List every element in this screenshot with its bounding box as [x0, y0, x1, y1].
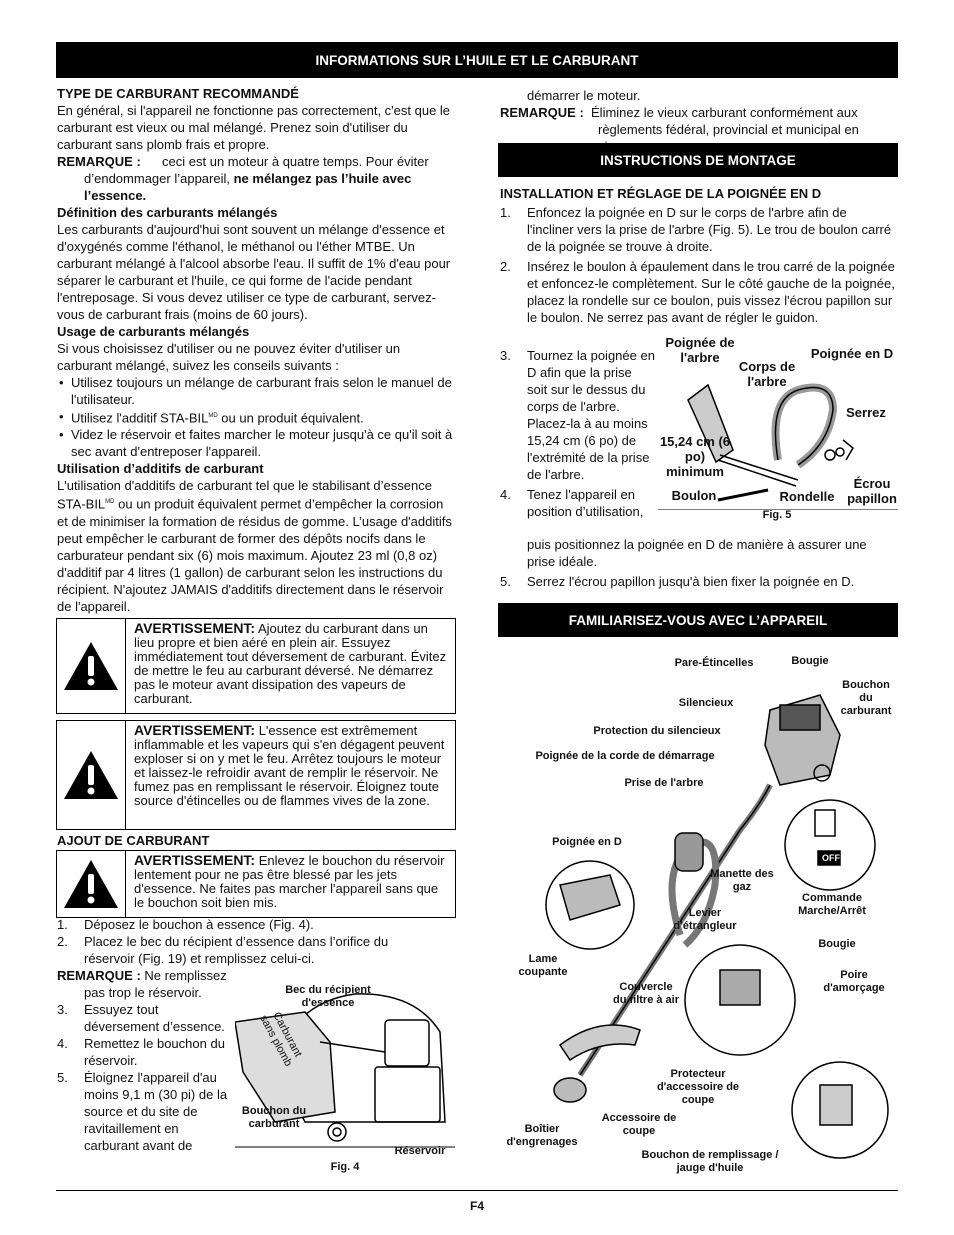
footer-rule — [56, 1190, 898, 1191]
fuel-type-heading: TYPE DE CARBURANT RECOMMANDÉ — [57, 86, 299, 101]
warning-box — [56, 618, 456, 714]
part-muffler: Silencieux — [678, 697, 734, 709]
off-switch-text: OFF — [822, 853, 840, 863]
assembly-step — [500, 258, 896, 326]
fuel-steps-narrow — [57, 967, 233, 1154]
note3-label: REMARQUE : — [500, 105, 584, 120]
trademark-sup: MD — [208, 413, 218, 419]
step-text: Éloignez l'appareil d'au moins 9,1 m (30 pi) de la source et du site de ravitaillement en carburant avant de — [84, 1070, 228, 1153]
warning-text — [126, 721, 455, 829]
step-number: 4. — [57, 1036, 68, 1051]
step-item — [57, 916, 419, 933]
warning-icon-cell — [57, 721, 126, 829]
warning-triangle-icon — [61, 748, 121, 802]
additive-text — [57, 477, 453, 614]
step-item — [57, 933, 419, 967]
fig5-tighten-label: Serrez — [846, 405, 886, 420]
fig4-cap-label: Bouchon du carburant — [241, 1105, 307, 1130]
step-text: Déposez le bouchon à essence (Fig. 4). — [84, 917, 314, 932]
assembly-step — [500, 486, 655, 520]
step-number: 2. — [57, 934, 68, 949]
blend-def-text: Les carburants d'aujourd'hui sont souvent un mélange d'essence et d'oxygénés comme l'éthanol, le méthanol ou l'éther MTBE. Un carburant mélangé à l'alcool absorbe l'eau. Il suffit de 1% d'eau pour séparer le carburant et l'huile, ce qui forme de l'acide pendant l'entreposage. Si vous devez utiliser ce type de carburant, servez-vous de carburant frais (moins de 60 jours). — [57, 222, 451, 322]
step-text: Tournez la poignée en D afin que la prise soit sur le dessus du corps de l'arbre. Placez-la à au moins 15,24 cm (6 po) de l'extrémité de la prise de l'arbre. — [527, 348, 655, 482]
step-number: 2. — [500, 259, 511, 274]
note1 — [57, 153, 453, 204]
step-text: Enfoncez la poignée en D sur le corps de l'arbre afin de l'incliner vers la prise de l'arbre (Fig. 5). Le trou de boulon carré de la poignée se trouve à droite. — [527, 205, 892, 254]
warning-label: AVERTISSEMENT: — [134, 620, 256, 636]
additive-text2: ou un produit équivalent permet d’empêcher la corrosion et de minimiser la formation de résidus de gomme. L’usage d'additifs peut empêcher le carburant de former des dépôts nocifs dans le carburateur pendant six (6) mois maximum. Ajoutez 23 ml (0,8 oz) d'additif par 4 litres (1 gallon) de carburant selon les instructions du récipient. N'ajoutez JAMAIS d'additifs directement dans le réservoir de l'appareil. — [57, 496, 452, 614]
fuel-type-text: En général, si l'appareil ne fonctionne pas correctement, c'est que le carburant est vieux ou mal mélangé. Prenez soin d'utiliser du carburant sans plomb frais et propre. — [57, 103, 451, 152]
part-on-off-switch: Commande Marche/Arrêt — [798, 892, 866, 917]
fig5-bolt-label: Boulon — [671, 488, 717, 503]
warning-box — [56, 850, 456, 918]
step-number: 3. — [57, 1002, 68, 1017]
assembly-step-cont — [500, 536, 897, 590]
fig4-caption: Fig. 4 — [330, 1161, 360, 1173]
part-guard: Protecteur d'accessoire de coupe — [656, 1068, 740, 1106]
section-title: INSTRUCTIONS DE MONTAGE — [600, 152, 796, 168]
fuel-steps — [57, 916, 419, 967]
dhandle-heading: INSTALLATION ET RÉGLAGE DE LA POIGNÉE EN D — [500, 186, 822, 201]
warning-box — [56, 720, 456, 830]
fig5-grip-label: Poignée de l'arbre — [665, 335, 735, 365]
part-primer: Poire d'amorçage — [823, 969, 885, 994]
fig5-shaft-label: Corps de l'arbre — [738, 359, 796, 389]
fig5-nut-label: Écrou papillon — [847, 476, 897, 506]
warning-label: AVERTISSEMENT: — [134, 722, 256, 738]
step-text: puis positionnez la poignée en D de manière à assurer une prise idéale. — [527, 537, 867, 569]
cont-text: démarrer le moteur. — [527, 88, 641, 103]
part-air-filter: Couvercle du filtre à air — [612, 981, 680, 1006]
part-attachment: Accessoire de coupe — [601, 1112, 677, 1137]
note1-text: ceci est un moteur à quatre temps. Pour éviter d’endommager l’appareil, — [84, 154, 429, 186]
step-text: Tenez l'appareil en position d’utilisation, — [527, 487, 644, 519]
part-spark-plug: Bougie — [818, 938, 856, 950]
fig4-spout-label: Bec du récipient d'essence — [285, 984, 371, 1009]
fig4-can-label: Carburant sans plomb — [257, 1010, 304, 1069]
blend-use-heading: Usage de carburants mélangés — [57, 324, 250, 339]
warning-text — [126, 619, 455, 713]
note1-label: REMARQUE : — [57, 154, 141, 169]
part-starter-handle: Poignée de la corde de démarrage — [535, 750, 715, 762]
warning-body: Enlevez le bouchon du réservoir lentement pour ne pas être blessé par les jets d'essence. Ne faites pas marcher l'appareil sans que le bouchon soit bien mis. — [134, 853, 445, 910]
step-text: Insérez le boulon à épaulement dans le trou carré de la poignée et enfoncez-le complètement. Sur le côté gauche de la poignée, placez la rondelle sur ce boulon, puis vissez l'écrou papillon sur le boulon. Ne serrez pas avant de régler le guidon. — [527, 259, 895, 325]
assembly-text — [500, 185, 896, 326]
step-number: 5. — [500, 574, 511, 589]
note2 — [57, 967, 233, 1001]
step-item — [57, 1001, 233, 1035]
additive-heading: Utilisation d’additifs de carburant — [57, 461, 264, 477]
trademark-sup: MD — [105, 499, 115, 506]
part-blade: Lame coupante — [518, 953, 568, 978]
step-item — [57, 1069, 233, 1154]
section-title: FAMILIARISEZ-VOUS AVEC L’APPAREIL — [568, 612, 828, 628]
bullet-tail: ou un produit équivalent. — [217, 410, 364, 426]
part-choke: Levier d'étrangleur — [673, 907, 737, 932]
blend-use-text: Si vous choisissez d'utiliser ou ne pouvez éviter d'utiliser un carburant mélangé, suivez les conseils suivants : — [57, 341, 401, 373]
part-spark-arrestor: Pare-Étincelles — [674, 657, 754, 669]
section-header-assembly — [498, 143, 898, 177]
step-number: 5. — [57, 1070, 68, 1085]
fig5-dhandle-label: Poignée en D — [810, 346, 894, 361]
assembly-step — [500, 573, 870, 590]
warning-icon-cell — [57, 851, 126, 917]
assembly-step-3 — [500, 347, 655, 520]
part-d-handle: Poignée en D — [552, 836, 622, 848]
section-title: INFORMATIONS SUR L’HUILE ET LE CARBURANT — [315, 52, 639, 68]
step-number: 1. — [500, 205, 511, 220]
part-fuel-cap: Bouchon du carburant — [840, 679, 892, 717]
warning-triangle-icon — [61, 857, 121, 911]
warning-text — [126, 851, 455, 917]
step-number: 3. — [500, 348, 511, 363]
part-throttle: Manette des gaz — [710, 868, 774, 893]
bullet-item: • Utilisez toujours un mélange de carburant frais selon le manuel de l'utilisateur. — [57, 374, 453, 408]
bullet-text: Utilisez l'additif STA-BIL — [71, 410, 209, 426]
bullet-item — [57, 408, 453, 426]
step-text: Essuyez tout déversement d’essence. — [84, 1002, 225, 1034]
left-column — [57, 85, 453, 615]
step-number: 1. — [57, 917, 68, 932]
blend-def-heading: Définition des carburants mélangés — [57, 205, 278, 220]
note2-label: REMARQUE : — [57, 968, 141, 983]
part-gearbox: Boîtier d'engrenages — [506, 1123, 578, 1148]
step-text: Serrez l'écrou papillon jusqu'à bien fixer la poignée en D. — [527, 574, 855, 589]
warning-body: L'essence est extrêmement inflammable et les vapeurs qui s'en dégagent peuvent exploser si on y met le feu. Arrêtez toujours le moteur et laissez-le refroidir avant de remplir le réservoir. Ne fumez pas en remplissant le réservoir. Éloignez toute source d'étincelles ou de flammes vives de la zone. — [134, 723, 445, 808]
step-text: Remettez le bouchon du réservoir. — [84, 1036, 225, 1068]
warning-icon-cell — [57, 619, 126, 713]
note1-bold: ne mélangez pas l’huile avec l’essence. — [84, 171, 412, 203]
step-number: 4. — [500, 487, 511, 502]
fig5-washer-label: Rondelle — [779, 489, 835, 504]
part-spark-plug-top: Bougie — [791, 655, 829, 667]
part-shaft-grip: Prise de l'arbre — [624, 777, 704, 789]
step-text: Placez le bec du récipient d’essence dans l’orifice du réservoir (Fig. 19) et remplissez celui-ci. — [84, 934, 389, 966]
part-muffler-guard: Protection du silencieux — [593, 725, 721, 737]
note3-text: Éliminez le vieux carburant conformément aux règlements fédéral, provincial et municipal en — [591, 105, 859, 137]
page-number: F4 — [469, 1199, 484, 1213]
section-header-familiarize — [498, 603, 898, 637]
fig4-tank-label: Réservoir — [394, 1145, 446, 1157]
part-oil-cap: Bouchon de remplissage / jauge d'huile — [641, 1149, 779, 1174]
warning-body: Ajoutez du carburant dans un lieu propre et bien aéré en plein air. Essuyez immédiatement tout déversement de carburant. Évitez de mettre le feu au carburant déversé. Ne démarrez pas le moteur avant dissipation des vapeurs de carburant. — [134, 621, 447, 706]
section-header-oil-fuel — [56, 42, 898, 78]
assembly-step — [500, 347, 655, 483]
step-item — [57, 1035, 233, 1069]
assembly-step — [500, 204, 896, 255]
additive-text1: L'utilisation d'additifs de carburant tel que le stabilisant d’essence STA-BIL — [57, 478, 432, 512]
note2-text: Ne remplissez pas trop le réservoir. — [84, 968, 227, 1000]
fig5-caption: Fig. 5 — [762, 509, 792, 521]
fig5-distance-label: 15,24 cm (6 po) minimum — [659, 434, 731, 479]
adding-fuel-heading: AJOUT DE CARBURANT — [57, 833, 210, 848]
warning-triangle-icon — [61, 639, 121, 693]
warning-label: AVERTISSEMENT: — [134, 852, 256, 868]
bullet-item: • Videz le réservoir et faites marcher le moteur jusqu'à ce qu'il soit à sec avant d'entreposer l'appareil. — [57, 426, 453, 460]
